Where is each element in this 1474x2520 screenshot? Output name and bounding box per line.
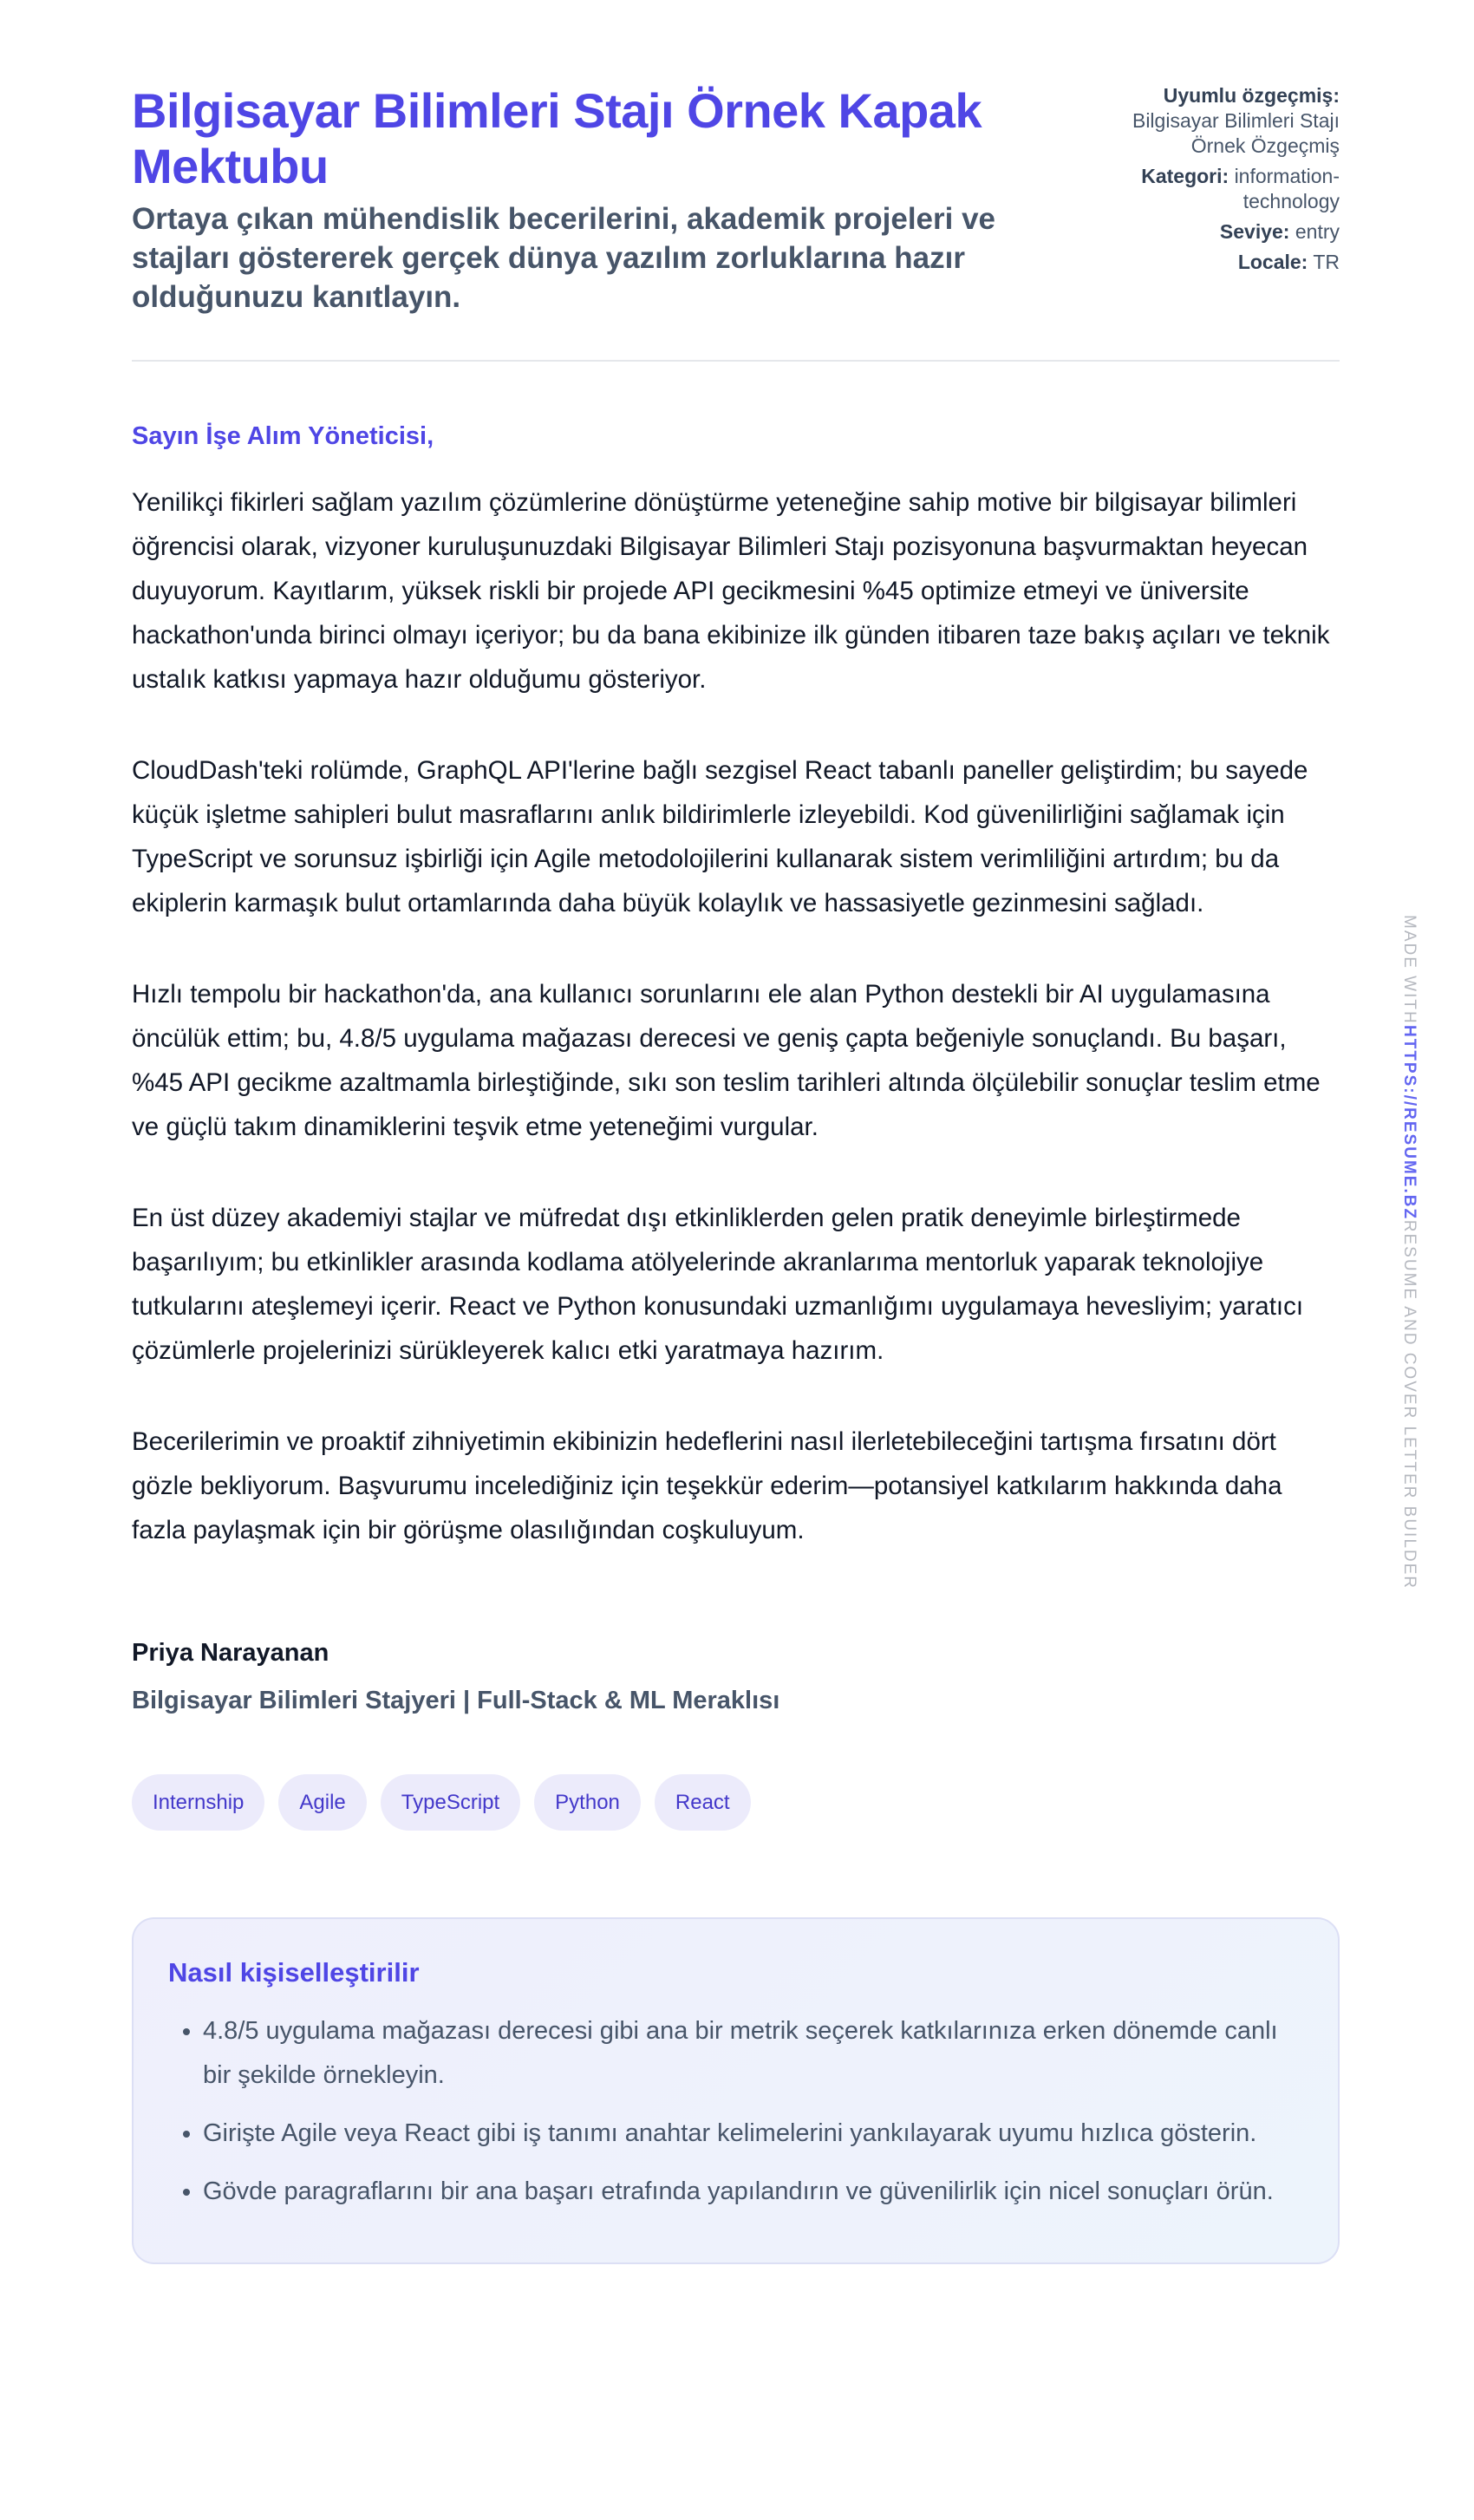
customization-tips <box>132 1917 1340 2264</box>
body-paragraph: Hızlı tempolu bir hackathon'da, ana kullanıcı sorunlarını ele alan Python destekli bir AI uygulamasına öncülük ettim; bu, 4.8/5 uygulama mağazası derecesi ve geniş çapta beğeniyle sonuçlandı. Bu başarı, %45 API gecikme azaltmamla birleştiğinde, sıkı son teslim tarihleri altında ölçülebilir sonuçlar teslim etme ve güçlü takım dinamiklerini teşvik etme yeteneğimi vurgular. <box>132 980 1321 1141</box>
watermark-suffix: RESUME AND COVER LETTER BUILDER <box>1400 1219 1419 1590</box>
page-title: Bilgisayar Bilimleri Stajı Örnek Kapak Mektubu <box>132 83 982 193</box>
greeting: Sayın İşe Alım Yöneticisi, <box>132 422 434 450</box>
tip-item: • Girişte Agile veya React gibi iş tanımı anahtar kelimelerini yankılayarak uyumu hızlıca gösterin. <box>203 2112 1303 2156</box>
title-block <box>132 83 1068 317</box>
tips-list <box>168 2009 1303 2214</box>
header <box>132 83 1340 362</box>
meta-category-label: Kategori: <box>1141 165 1229 187</box>
watermark-prefix: MADE WITH <box>1400 915 1419 1025</box>
signature-name: Priya Narayanan <box>132 1639 329 1667</box>
page-subtitle: Ortaya çıkan mühendislik becerilerini, akademik projeleri ve stajları göstererek gerçek dünya yazılım zorluklarına hazır olduğunuzu kanıtlayın. <box>132 202 996 314</box>
tag: Internship <box>132 1774 264 1831</box>
meta-level <box>1114 219 1340 245</box>
tip-item: • Gövde paragraflarını bir ana başarı etrafında yapılandırın ve güvenilirlik için nicel sonuçları örün. <box>203 2170 1303 2214</box>
meta-resume-value: Bilgisayar Bilimleri Stajı Örnek Özgeçmiş <box>1132 109 1340 157</box>
tag: React <box>655 1774 751 1831</box>
tag: TypeScript <box>381 1774 520 1831</box>
watermark-link[interactable]: HTTPS://RESUME.BZ <box>1400 1024 1419 1220</box>
meta-resume <box>1114 83 1340 159</box>
meta-resume-label: Uyumlu özgeçmiş: <box>1163 84 1340 107</box>
tag: Python <box>534 1774 641 1831</box>
meta-category-value: information-technology <box>1234 165 1340 212</box>
meta-locale-value: TR <box>1313 251 1340 273</box>
body-paragraph: Becerilerimin ve proaktif zihniyetimin ekibinizin hedeflerini nasıl ilerletebileceğini tartışma fırsatını dört gözle bekliyorum. Başvurumu incelediğiniz için teşekkür ederim—potansiyel katkılarım hakkında daha fazla paylaşmak için bir görüşme olasılığından coşkuluyum. <box>132 1427 1282 1544</box>
tag: Agile <box>278 1774 366 1831</box>
body-paragraph: En üst düzey akademiyi stajlar ve müfredat dışı etkinliklerden gelen pratik deneyimle birleştirmede başarılıyım; bu etkinlikler arasında kodlama atölyelerinde akranlarıma mentorluk yaparak teknolojiye tutkularını ateşlemeyi içerir. React ve Python konusundaki uzmanlığımı uygulamaya hevesliyim; yaratıcı çözümlerle projelerinizi sürükleyerek kalıcı etki yaratmaya hazırım. <box>132 1204 1304 1365</box>
tip-item: • 4.8/5 uygulama mağazası derecesi gibi ana bir metrik seçerek katkılarınıza erken dönemde canlı bir şekilde örnekleyin. <box>203 2009 1303 2098</box>
tag-list <box>132 1774 1340 1831</box>
cover-letter-page <box>132 83 1340 2264</box>
meta-category <box>1114 164 1340 214</box>
meta-level-value: entry <box>1295 220 1340 243</box>
meta-level-label: Seviye: <box>1219 220 1290 243</box>
body-paragraph: CloudDash'teki rolümde, GraphQL API'lerine bağlı sezgisel React tabanlı paneller geliştirdim; bu sayede küçük işletme sahipleri bulut masraflarını anlık bildirimlerle izleyebildi. Kod güvenilirliğini sağlamak için TypeScript ve sorunsuz işbirliği için Agile metodolojilerini kullanarak sistem verimliliğini artırdım; bu da ekiplerin karmaşık bulut ortamlarında daha büyük kolaylık ve hassasiyetle gezinmesini sağladı. <box>132 756 1308 917</box>
watermark <box>1399 915 1419 1590</box>
meta-panel <box>1114 83 1340 280</box>
body-paragraph: Yenilikçi fikirleri sağlam yazılım çözümlerine dönüştürme yeteneğine sahip motive bir bilgisayar bilimleri öğrencisi olarak, vizyoner kuruluşunuzdaki Bilgisayar Bilimleri Stajı pozisyonuna başvurmaktan heyecan duyuyorum. Kayıtlarım, yüksek riskli bir projede API gecikmesini %45 optimize etmeyi ve üniversite hackathon'unda birinci olmayı içeriyor; bu da bana ekibinize ilk günden itibaren taze bakış açıları ve teknik ustalık katkısı yapmaya hazır olduğumu gösteriyor. <box>132 488 1330 694</box>
tips-title: Nasıl kişiselleştirilir <box>168 1957 420 1988</box>
meta-locale-label: Locale: <box>1237 251 1308 273</box>
meta-locale <box>1114 250 1340 275</box>
signature-role: Bilgisayar Bilimleri Stajyeri | Full-Stack & ML Meraklısı <box>132 1687 780 1714</box>
